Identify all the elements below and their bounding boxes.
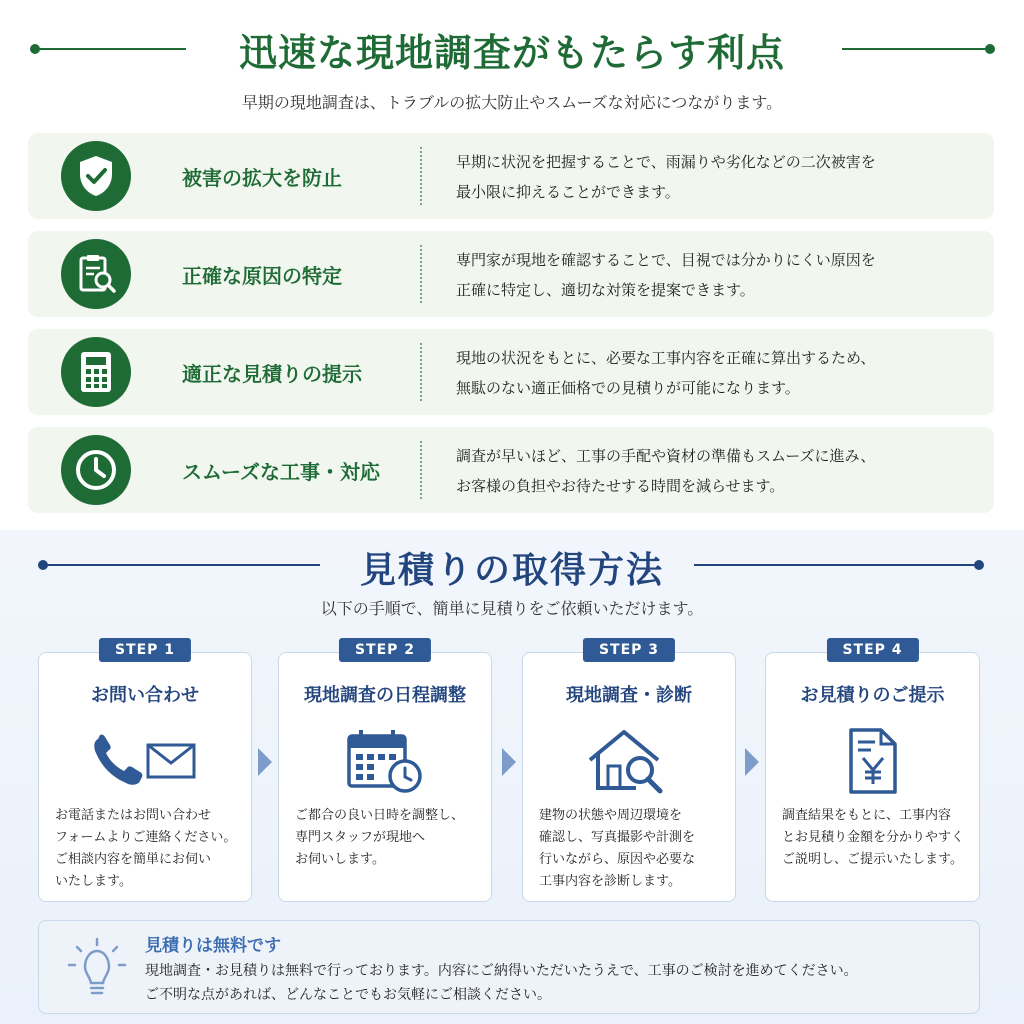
clock-icon [61,435,131,505]
step-desc-line: フォームよりご連絡ください。 [55,830,237,845]
benefit-description [456,343,976,403]
note-title: 見積りは無料です [145,936,281,956]
step-arrow-icon [258,748,272,776]
estimate-title: 見積りの取得方法 [359,550,664,591]
step-desc-line: 確認し、写真撮影や計測を [539,830,696,845]
step-title: 現地調査・診断 [566,685,692,706]
step-description [295,805,479,871]
step-card-2 [278,642,492,902]
step-card-4 [765,642,980,902]
step-desc-line: 工事内容を診断します。 [539,874,681,889]
step-desc-line: 調査結果をもとに、工事内容 [782,808,952,823]
benefit-desc-line: 早期に状況を把握することで、雨漏りや劣化などの二次被害を [456,153,876,171]
benefit-label: 正確な原因の特定 [182,263,342,288]
benefits-title: 迅速な現地調査がもたらす利点 [238,31,785,75]
row-divider [420,343,422,401]
note-description [145,959,965,1007]
benefit-desc-line: 最小限に抑えることができます。 [456,183,680,201]
benefit-desc-line: お客様の負担やお待たせする時間を減らせます。 [456,477,785,495]
step-desc-line: 建物の状態や周辺環境を [539,808,683,823]
lightbulb-icon [65,937,129,1001]
row-divider [420,245,422,303]
step-badge: STEP 4 [826,638,918,662]
phone-mail-icon [39,723,251,799]
step-desc-line: ご相談内容を簡単にお伺い [55,852,212,867]
calendar-clock-icon [279,723,491,799]
benefit-desc-line: 正確に特定し、適切な対策を提案できます。 [456,281,755,299]
step-badge: STEP 3 [583,638,675,662]
benefit-label: スムーズな工事・対応 [182,459,380,484]
step-title: お見積りのご提示 [800,685,945,706]
clipboard-search-icon [61,239,131,309]
benefit-desc-line: 無駄のない適正価格での見積りが可能になります。 [456,379,800,397]
benefit-description [456,441,976,501]
benefit-row-cause [28,231,994,317]
step-desc-line: ご説明し、ご提示いたします。 [782,852,963,867]
calculator-icon [61,337,131,407]
step-title: お問い合わせ [91,685,199,706]
step-desc-line: ご都合の良い日時を調整し、 [295,808,465,823]
benefit-description [456,147,976,207]
benefit-desc-line: 現地の状況をもとに、必要な工事内容を正確に算出するため、 [456,349,876,367]
step-description [539,805,723,893]
step-desc-line: とお見積り金額を分かりやすく [782,830,965,845]
step-desc-line: お伺いします。 [295,852,385,867]
step-arrow-icon [745,748,759,776]
house-search-icon [523,723,735,799]
step-desc-line: 専門スタッフが現地へ [295,830,426,845]
benefit-label: 適正な見積りの提示 [182,361,362,386]
benefit-description [456,245,976,305]
step-card-1 [38,642,252,902]
benefit-desc-line: 専門家が現地を確認することで、目視では分かりにくい原因を [456,251,876,269]
benefit-desc-line: 調査が早いほど、工事の手配や資材の準備もスムーズに進み、 [456,447,876,465]
step-description [782,805,967,871]
shield-check-icon [61,141,131,211]
benefit-row-smooth [28,427,994,513]
step-arrow-icon [502,748,516,776]
note-desc-line: 現地調査・お見積りは無料で行っております。内容にご納得いただいたうえで、工事のご検討を進めてください。 [145,963,858,979]
note-desc-line: ご不明な点があれば、どんなことでもお気軽にご相談ください。 [145,987,551,1003]
step-badge: STEP 2 [339,638,431,662]
step-description [55,805,239,893]
benefits-subtitle: 早期の現地調査は、トラブルの拡大防止やスムーズな対応につながります。 [241,93,783,112]
benefit-row-damage [28,133,994,219]
benefit-row-estimate [28,329,994,415]
step-card-3 [522,642,736,902]
step-desc-line: 行いながら、原因や必要な [539,852,696,867]
step-desc-line: お電話またはお問い合わせ [55,808,212,823]
benefit-label: 被害の拡大を防止 [182,165,342,190]
step-title: 現地調査の日程調整 [304,685,466,706]
row-divider [420,147,422,205]
estimate-subtitle: 以下の手順で、簡単に見積りをご依頼いただけます。 [320,599,704,618]
step-desc-line: いたします。 [55,874,132,889]
step-badge: STEP 1 [99,638,191,662]
free-estimate-note [38,920,980,1014]
row-divider [420,441,422,499]
yen-document-icon [766,723,979,799]
